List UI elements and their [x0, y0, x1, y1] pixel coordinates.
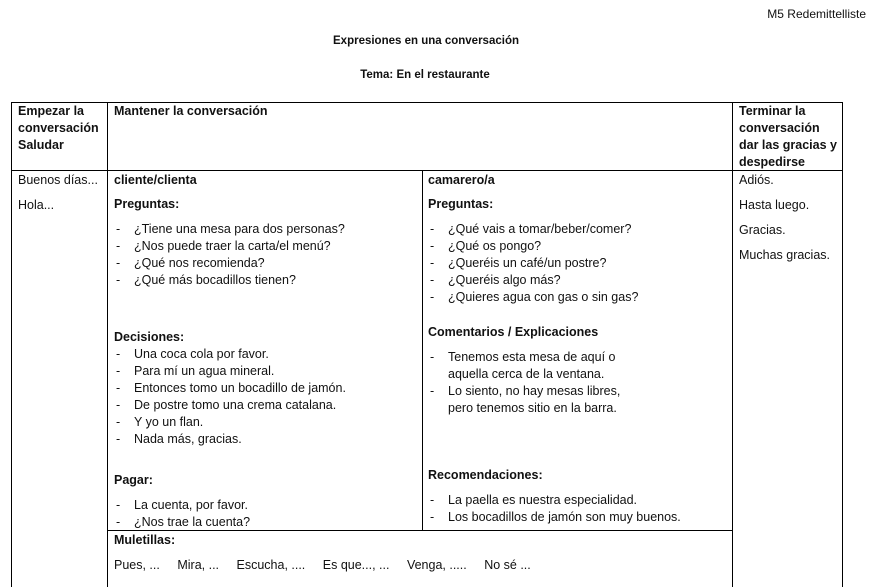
camarero-comentarios-list — [428, 349, 728, 417]
camarero-preguntas-section — [428, 196, 728, 306]
list-item: - ¿Qué más bocadillos tienen? — [114, 272, 419, 289]
cliente-decisiones-list — [114, 346, 419, 448]
list-item: - La cuenta, por favor. — [114, 497, 419, 514]
farewell-item: Muchas gracias. — [739, 248, 831, 262]
cliente-pagar-label: Pagar: — [114, 473, 153, 487]
comment-line: Lo siento, no hay mesas libres, — [448, 384, 621, 398]
document-topic: Tema: En el restaurante — [360, 69, 490, 81]
list-item: - Los bocadillos de jamón son muy buenos. — [428, 509, 728, 526]
start-greetings-list — [18, 172, 106, 222]
list-item: - Una coca cola por favor. — [114, 346, 419, 363]
cliente-preguntas-list — [114, 221, 419, 289]
cliente-decisiones-section — [114, 329, 419, 448]
camarero-recomendaciones-section — [428, 467, 728, 526]
list-item: - ¿Qué vais a tomar/beber/comer? — [428, 221, 728, 238]
muletilla-item: Venga, ..... — [406, 558, 467, 572]
camarero-comentarios-section — [428, 324, 728, 417]
table-col-divider-inner — [422, 170, 423, 531]
list-item: - De postre tomo una crema catalana. — [114, 397, 419, 414]
comment-line: pero tenemos sitio en la barra. — [448, 401, 617, 415]
camarero-comentarios-label: Comentarios / Explicaciones — [428, 325, 599, 339]
camarero-heading: camarero/a — [428, 173, 495, 187]
list-item: - Para mí un agua mineral. — [114, 363, 419, 380]
muletillas-section — [114, 532, 729, 574]
comment-line: aquella cerca de la ventana. — [448, 367, 605, 381]
cliente-preguntas-label: Preguntas: — [114, 197, 180, 211]
list-item: - ¿Nos trae la cuenta? — [114, 514, 419, 531]
camarero-preguntas-list — [428, 221, 728, 306]
list-item: - ¿Queréis un café/un postre? — [428, 255, 728, 272]
muletilla-item: No sé ... — [484, 558, 531, 572]
muletilla-item: Mira, ... — [177, 558, 220, 572]
muletilla-item: Es que..., ... — [322, 558, 390, 572]
cliente-preguntas-section — [114, 196, 419, 289]
camarero-recomendaciones-label: Recomendaciones: — [428, 468, 543, 482]
list-item: - ¿Queréis algo más? — [428, 272, 728, 289]
muletillas-label: Muletillas: — [114, 533, 176, 547]
greeting-item: Buenos días... — [18, 173, 98, 187]
list-item: - ¿Qué nos recomienda? — [114, 255, 419, 272]
farewell-item: Adiós. — [739, 173, 774, 187]
list-item: - ¿Qué os pongo? — [428, 238, 728, 255]
comment-line: Tenemos esta mesa de aquí o — [448, 350, 616, 364]
list-item: - Nada más, gracias. — [114, 431, 419, 448]
table-border-right — [842, 102, 843, 587]
greeting-item: Hola... — [18, 198, 55, 212]
cliente-pagar-section — [114, 472, 419, 531]
header-keep-conversation: Mantener la conversación — [114, 104, 268, 118]
camarero-preguntas-label: Preguntas: — [428, 197, 494, 211]
farewell-item: Gracias. — [739, 223, 786, 237]
document-title: Expresiones en una conversación — [333, 35, 519, 47]
cliente-heading: cliente/clienta — [114, 173, 197, 187]
camarero-recomendaciones-list — [428, 492, 728, 526]
list-item — [428, 349, 728, 383]
table-col-divider-1 — [107, 102, 108, 587]
muletillas-row — [114, 557, 729, 574]
end-farewells-list — [739, 172, 839, 272]
cliente-decisiones-label: Decisiones: — [114, 330, 185, 344]
list-item: - ¿Quieres agua con gas o sin gas? — [428, 289, 728, 306]
muletilla-item: Escucha, .... — [236, 558, 306, 572]
list-item: - ¿Nos puede traer la carta/el menú? — [114, 238, 419, 255]
table-col-divider-2 — [732, 102, 733, 587]
list-item: - La paella es nuestra especialidad. — [428, 492, 728, 509]
header-end-conversation: Terminar la conversación dar las gracias y despedirse — [739, 104, 837, 169]
list-item — [428, 383, 728, 417]
list-item: - Y yo un flan. — [114, 414, 419, 431]
page-id-label: M5 Redemittelliste — [767, 7, 866, 21]
cliente-pagar-list — [114, 497, 419, 531]
list-item: - ¿Tiene una mesa para dos personas? — [114, 221, 419, 238]
header-start-conversation: Empezar la conversación Saludar — [18, 104, 99, 152]
table-header-divider — [11, 170, 843, 171]
table-border-left — [11, 102, 12, 587]
farewell-item: Hasta luego. — [739, 198, 810, 212]
muletilla-item: Pues, ... — [114, 558, 160, 572]
list-item: - Entonces tomo un bocadillo de jamón. — [114, 380, 419, 397]
